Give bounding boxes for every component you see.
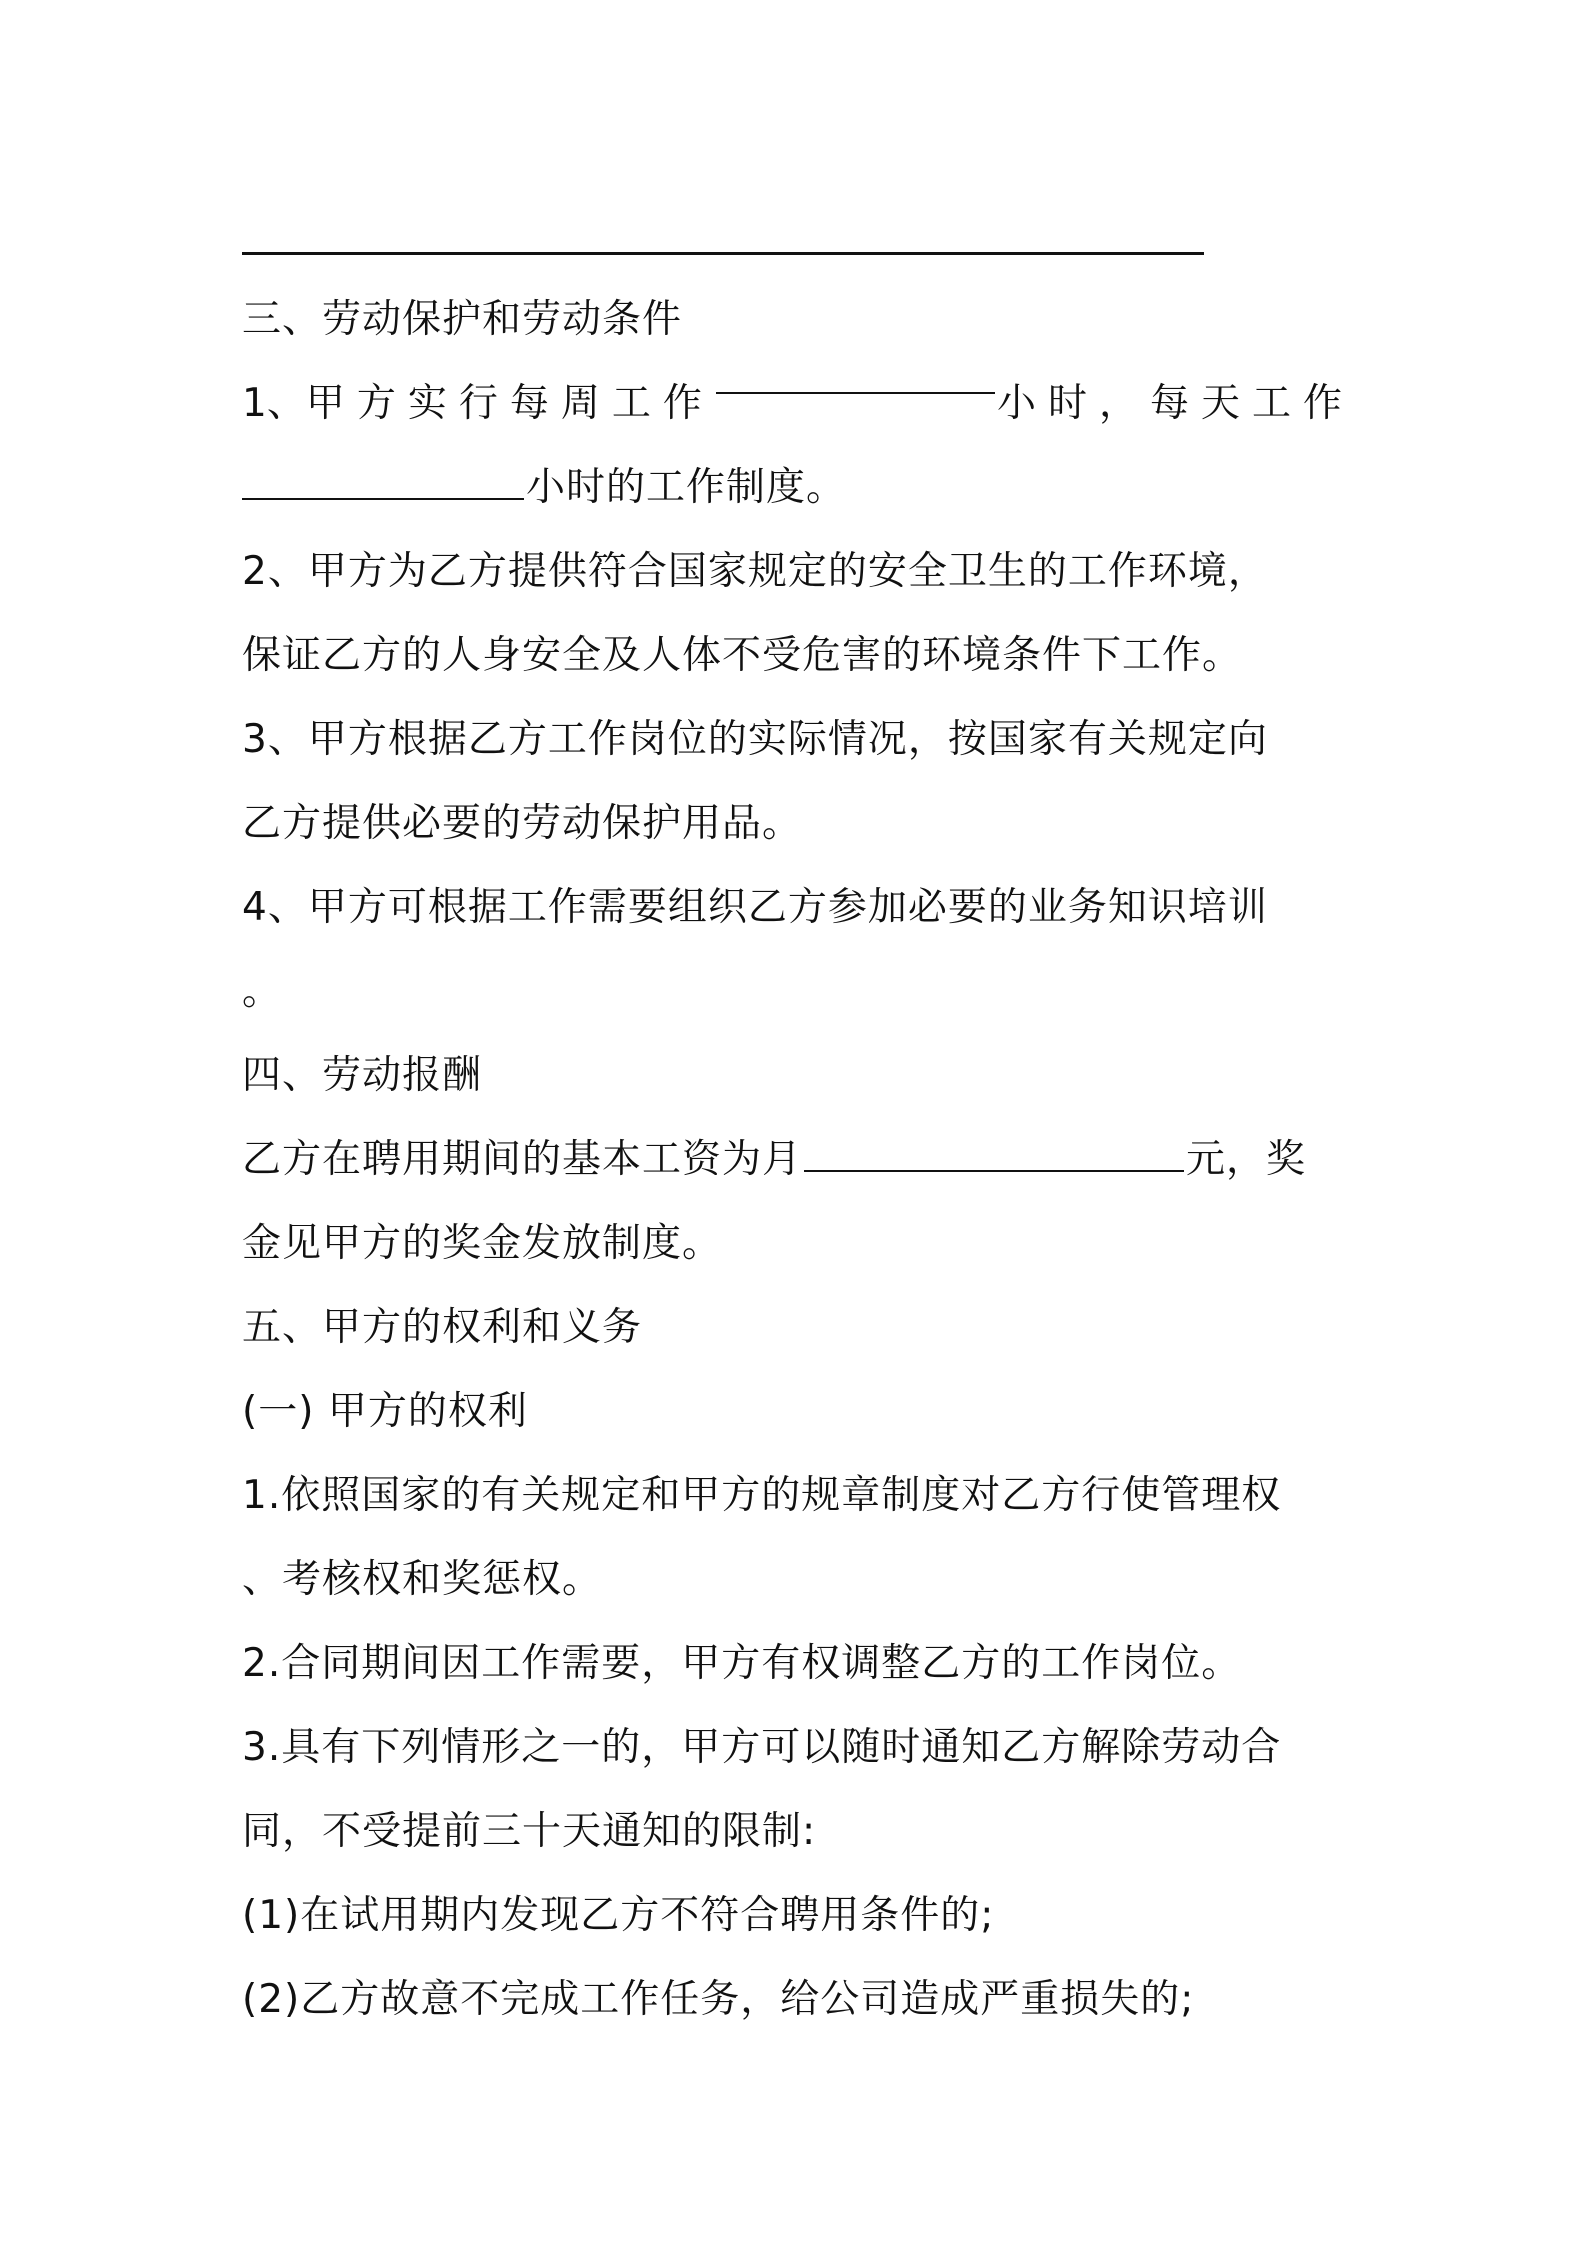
section-5-sub-item-1: (1)在试用期内发现乙方不符合聘用条件的; — [242, 1893, 995, 1938]
section-5-item-1-line-2: 、考核权和奖惩权。 — [242, 1557, 603, 1602]
weekly-hours-blank — [716, 362, 995, 394]
section-3-item-1-line-2 — [242, 446, 1354, 530]
section-5-item-1-line-1: 1.依照国家的有关规定和甲方的规章制度对乙方行使管理权 — [242, 1473, 1282, 1518]
monthly-salary-blank — [804, 1140, 1184, 1172]
section-3-item-3-line-1: 3、甲方根据乙方工作岗位的实际情况，按国家有关规定向 — [242, 717, 1268, 762]
item-1-text-b: 小时，每天工作 — [996, 381, 1354, 426]
section-5-sub-item-2: (2)乙方故意不完成工作任务，给公司造成严重损失的; — [242, 1977, 1195, 2022]
section-5-item-3-line-2: 同，不受提前三十天通知的限制: — [242, 1809, 817, 1854]
section-4-salary-line-2: 金见甲方的奖金发放制度。 — [242, 1221, 723, 1266]
item-1-text-a: 甲方实行每周工作 — [305, 381, 714, 426]
item-1-text-c: 小时的工作制度。 — [526, 465, 847, 510]
section-5-heading: 五、甲方的权利和义务 — [242, 1305, 643, 1350]
section-5-item-3-line-1: 3.具有下列情形之一的，甲方可以随时通知乙方解除劳动合 — [242, 1725, 1282, 1770]
section-5-subheading: (一) 甲方的权利 — [242, 1389, 528, 1434]
document-body — [242, 278, 1354, 2042]
top-blank-line — [242, 252, 1204, 255]
salary-text-b: 元，奖 — [1186, 1137, 1307, 1182]
section-3-item-2-line-1: 2、甲方为乙方提供符合国家规定的安全卫生的工作环境， — [242, 549, 1268, 594]
section-4-salary-line-1 — [242, 1118, 1354, 1202]
item-1-prefix: 1、 — [242, 381, 306, 426]
section-4-heading: 四、劳动报酬 — [242, 1053, 483, 1098]
salary-text-a: 乙方在聘用期间的基本工资为月 — [242, 1137, 803, 1182]
section-3-item-1-line-1 — [242, 362, 1354, 446]
section-3-item-2-line-2: 保证乙方的人身安全及人体不受危害的环境条件下工作。 — [242, 633, 1243, 678]
section-3-heading: 三、劳动保护和劳动条件 — [242, 297, 683, 342]
daily-hours-blank — [242, 468, 524, 500]
section-3-item-3-line-2: 乙方提供必要的劳动保护用品。 — [242, 801, 803, 846]
section-3-item-4-line-2: 。 — [242, 969, 283, 1014]
section-3-item-4-line-1: 4、甲方可根据工作需要组织乙方参加必要的业务知识培训 — [242, 885, 1268, 930]
section-5-item-2-line-1: 2.合同期间因工作需要，甲方有权调整乙方的工作岗位。 — [242, 1641, 1242, 1686]
